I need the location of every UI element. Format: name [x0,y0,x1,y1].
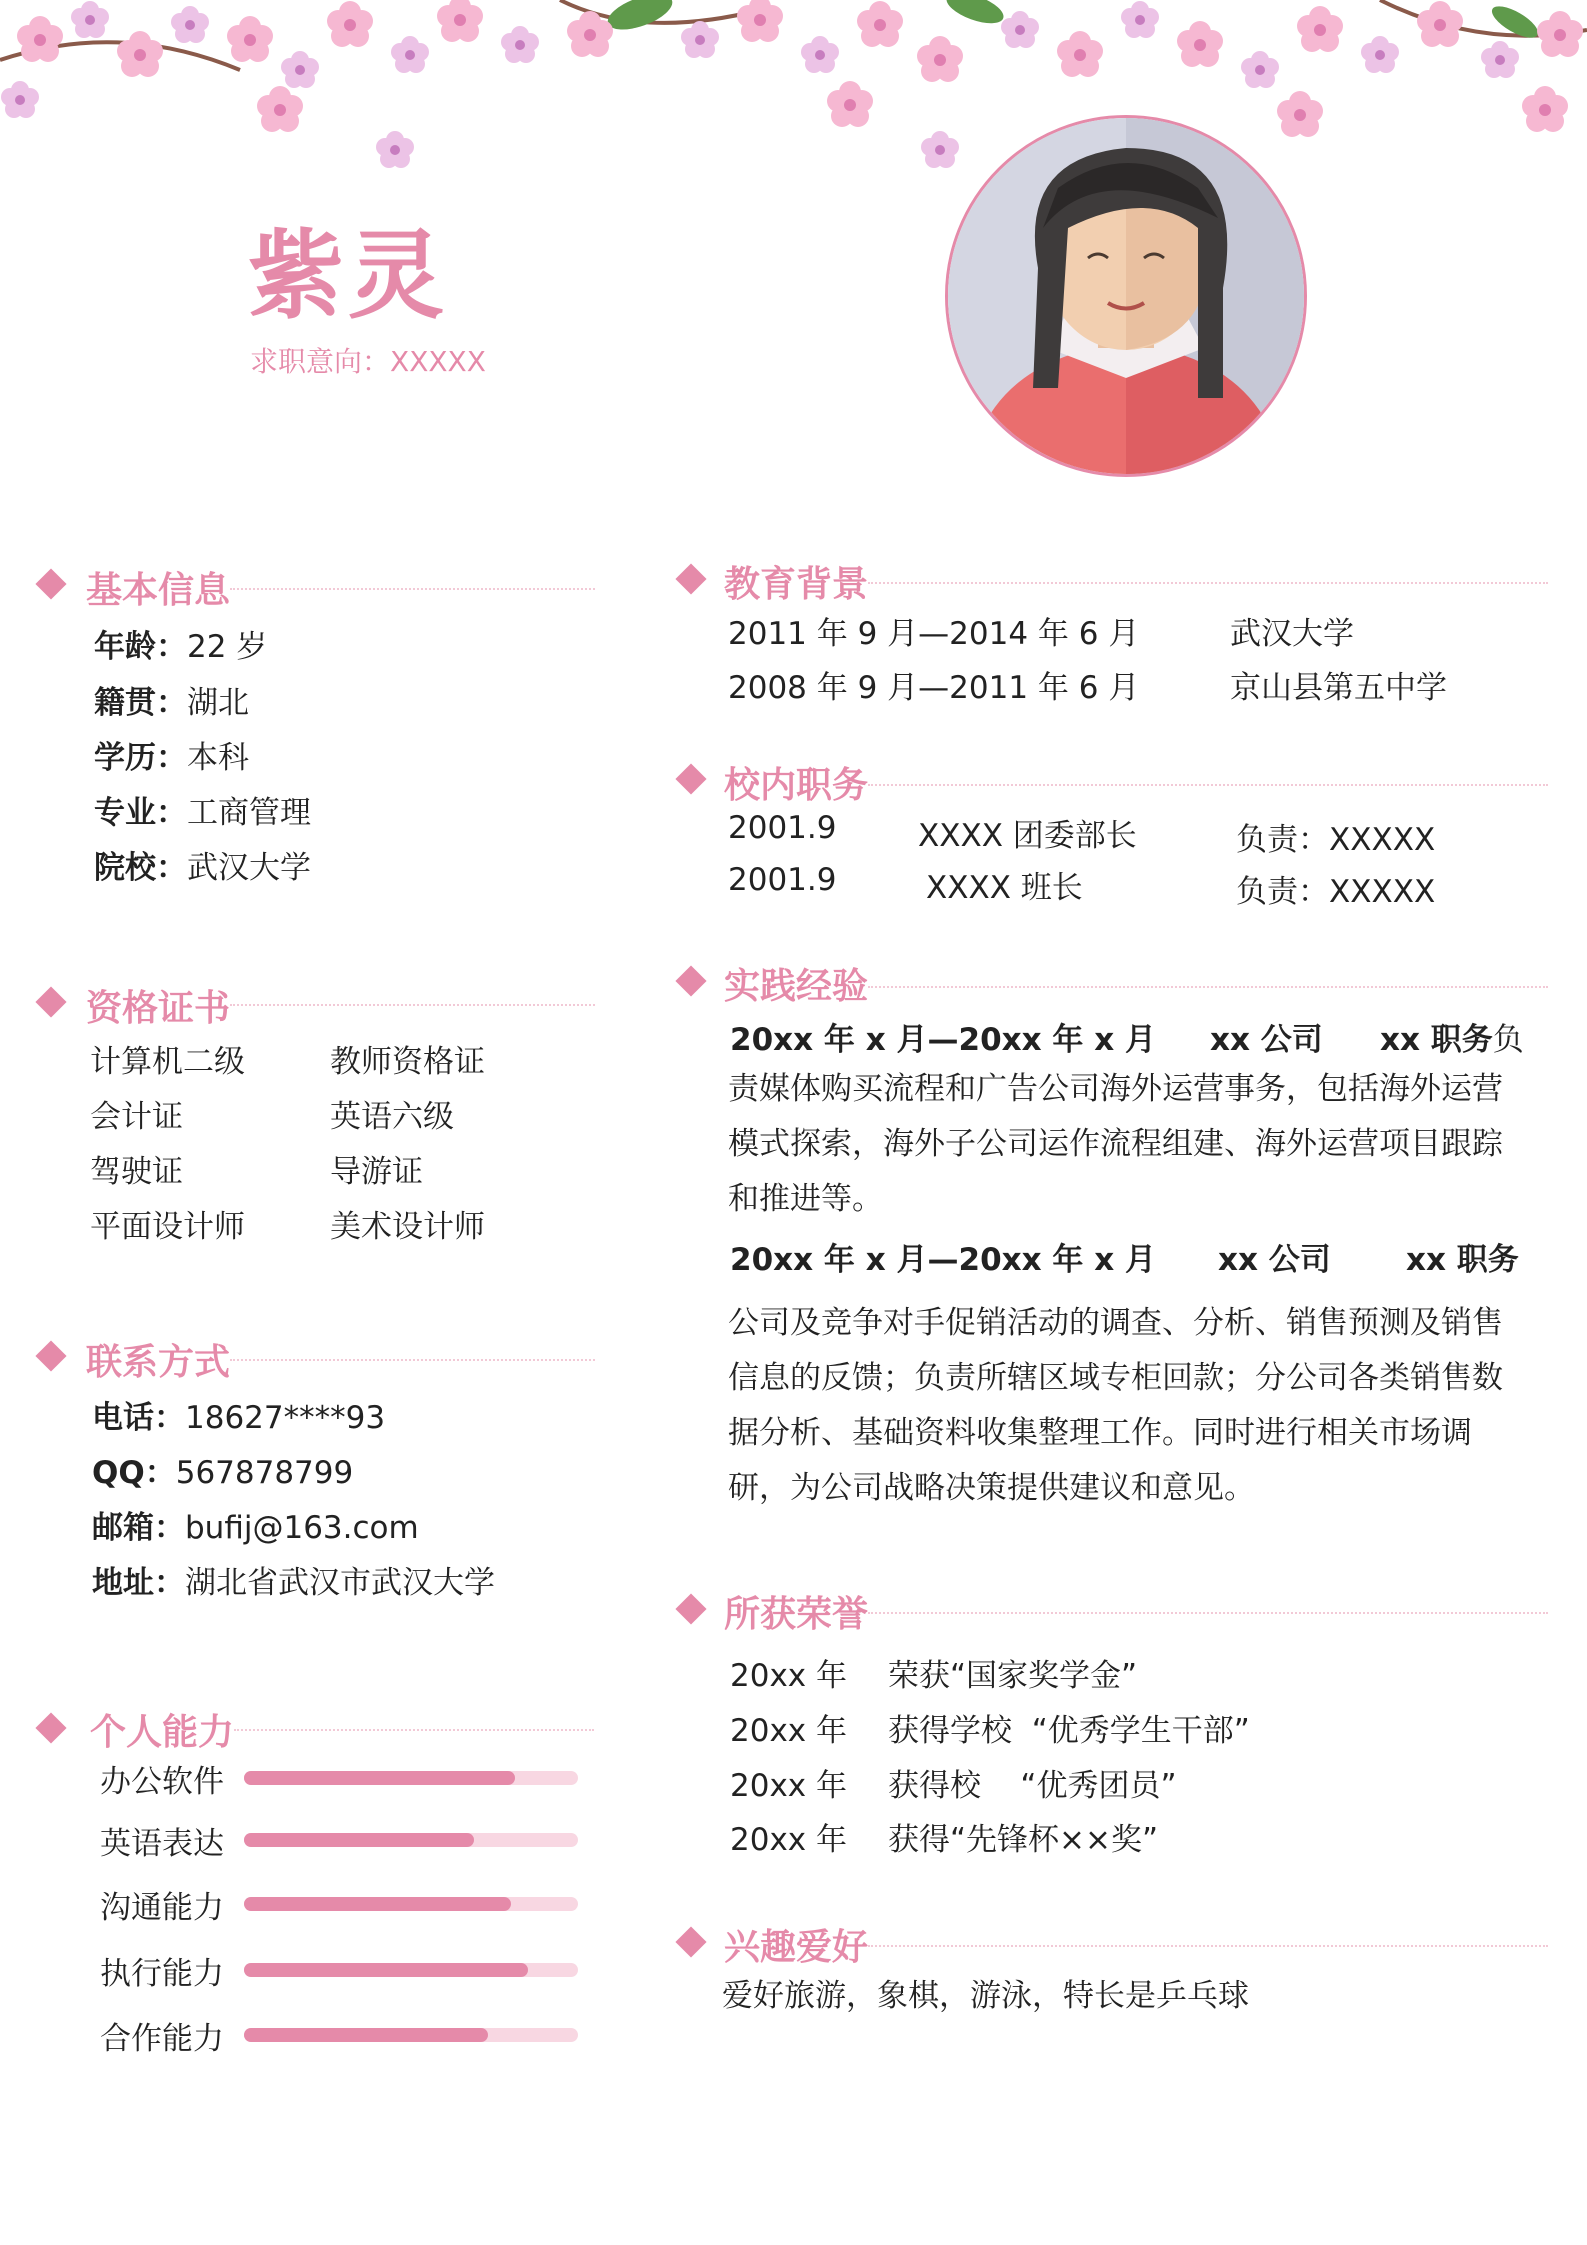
certificate-item: 教师资格证 [330,1044,485,1080]
job-1-position: xx 职务 [1380,1022,1493,1058]
section-title-certificates: 资格证书 [86,988,231,1029]
skill-label: 英语表达 [100,1826,224,1862]
campus-date: 2001.9 [728,862,837,898]
contact-value: 567878799 [175,1455,354,1491]
contact-row [92,1502,419,1547]
campus-duty: 负责：XXXXX [1236,874,1436,910]
section-divider [230,588,595,590]
basic-info-value: 本科 [187,740,249,776]
hobby-text: 爱好旅游，象棋，游泳，特长是乒乓球 [722,1978,1249,2014]
certificate-item: 美术设计师 [330,1209,485,1245]
basic-info-row [94,787,311,832]
skill-label: 合作能力 [100,2021,224,2057]
honor-year: 20xx 年 [730,1713,847,1749]
contact-row [92,1557,495,1602]
job-intent-value: XXXXX [390,345,486,378]
skills-diamond-icon [35,1712,66,1743]
section-divider [868,582,1548,584]
honor-text: 获得“先锋杯××奖” [888,1822,1159,1858]
campus-diamond-icon [675,763,706,794]
basic-info-value: 武汉大学 [187,850,311,886]
section-divider [230,1359,595,1361]
section-title-education: 教育背景 [724,564,869,605]
job-2-position: xx 职务 [1406,1242,1519,1278]
section-divider [868,1612,1548,1614]
campus-date: 2001.9 [728,810,837,846]
contact-key: 邮箱： [92,1510,185,1546]
honor-text: 获得校 “优秀团员” [888,1768,1177,1804]
section-divider [234,1729,594,1731]
contact-key: 电话： [92,1400,185,1436]
education-school: 京山县第五中学 [1230,670,1447,706]
flower-banner [0,0,1587,210]
honor-year: 20xx 年 [730,1658,847,1694]
job-2-header [730,1234,1519,1279]
skill-bar-track [244,1897,578,1911]
avatar [945,115,1307,477]
skill-bar-fill [244,1897,511,1911]
basic-info-row [94,621,267,666]
job-1-position-wrap [1380,1014,1524,1059]
education-period: 2011 年 9 月—2014 年 6 月 [728,616,1140,652]
basic-info-row [94,732,249,777]
certificate-item: 会计证 [90,1099,183,1135]
basic-info-key: 专业： [94,795,187,831]
job-1-header [730,1014,1524,1059]
contact-value: 18627****93 [185,1400,386,1436]
skill-bar-track [244,1833,578,1847]
certificate-item: 英语六级 [330,1099,454,1135]
section-divider [868,1945,1548,1947]
section-divider [868,784,1548,786]
job-1-period: 20xx 年 x 月—20xx 年 x 月 [730,1022,1157,1058]
basic-info-value: 工商管理 [187,795,311,831]
contact-row [92,1392,385,1437]
honors-diamond-icon [675,1593,706,1624]
hobby-diamond-icon [675,1926,706,1957]
skill-label: 执行能力 [100,1956,224,1992]
section-title-practice: 实践经验 [724,966,869,1007]
certificate-item: 计算机二级 [90,1044,245,1080]
education-period: 2008 年 9 月—2011 年 6 月 [728,670,1140,706]
campus-duty: 负责：XXXXX [1236,822,1436,858]
basic-info-value: 湖北 [187,685,249,721]
section-title-campus: 校内职务 [724,765,869,806]
skill-bar-fill [244,1771,515,1785]
education-school: 武汉大学 [1230,616,1354,652]
candidate-name: 紫灵 [248,220,448,332]
skill-bar-fill [244,1833,474,1847]
job-intent [250,340,486,380]
certificate-item: 驾驶证 [90,1154,183,1190]
contact-row [92,1447,353,1492]
skill-bar-fill [244,2028,488,2042]
certificate-item: 平面设计师 [90,1209,245,1245]
skill-label: 沟通能力 [100,1890,224,1926]
campus-role: XXXX 团委部长 [918,818,1137,854]
contact-diamond-icon [35,1340,66,1371]
section-divider [230,1004,595,1006]
basic-info-value: 22 岁 [187,629,268,665]
honor-year: 20xx 年 [730,1768,847,1804]
basic-info-key: 年龄： [94,629,187,665]
contact-key: QQ： [92,1455,176,1491]
section-title-honors: 所获荣誉 [724,1594,869,1635]
section-title-basic-info: 基本信息 [86,570,231,611]
practice-diamond-icon [675,965,706,996]
job-2-period: 20xx 年 x 月—20xx 年 x 月 [730,1242,1157,1278]
honor-text: 获得学校 “优秀学生干部” [888,1713,1250,1749]
honor-year: 20xx 年 [730,1822,847,1858]
job-2-company: xx 公司 [1218,1242,1331,1278]
campus-role: XXXX 班长 [926,870,1083,906]
honor-text: 荣获“国家奖学金” [888,1658,1138,1694]
job-1-description: 责媒体购买流程和广告公司海外运营事务，包括海外运营模式探索，海外子公司运作流程组建、海外运营项目跟踪和推进等。 [728,1071,1503,1217]
skill-bar-track [244,2028,578,2042]
basic-info-row [94,842,311,887]
certificates-diamond-icon [35,986,66,1017]
skill-bar-track [244,1771,578,1785]
section-divider [868,986,1548,988]
job-intent-label: 求职意向： [250,345,391,378]
skill-label: 办公软件 [100,1764,224,1800]
skill-bar-fill [244,1963,528,1977]
basic-info-key: 学历： [94,740,187,776]
basic-info-row [94,677,249,722]
basic-info-key: 籍贯： [94,685,187,721]
job-1-tail: 负 [1492,1022,1524,1058]
section-title-contact: 联系方式 [86,1342,231,1383]
job-1-company: xx 公司 [1210,1022,1323,1058]
section-title-skills: 个人能力 [90,1712,235,1753]
contact-value: 湖北省武汉市武汉大学 [185,1565,495,1601]
job-2-description: 公司及竞争对手促销活动的调查、分析、销售预测及销售信息的反馈；负责所辖区域专柜回款；分公司各类销售数据分析、基础资料收集整理工作。同时进行相关市场调研，为公司战略决策提供建议和意见。 [728,1305,1503,1506]
contact-value: bufij@163.com [185,1510,419,1546]
certificate-item: 导游证 [330,1154,423,1190]
basic-info-key: 院校： [94,850,187,886]
section-title-hobby: 兴趣爱好 [724,1927,869,1968]
skill-bar-track [244,1963,578,1977]
basic-info-diamond-icon [35,568,66,599]
education-diamond-icon [675,563,706,594]
contact-key: 地址： [92,1565,185,1601]
